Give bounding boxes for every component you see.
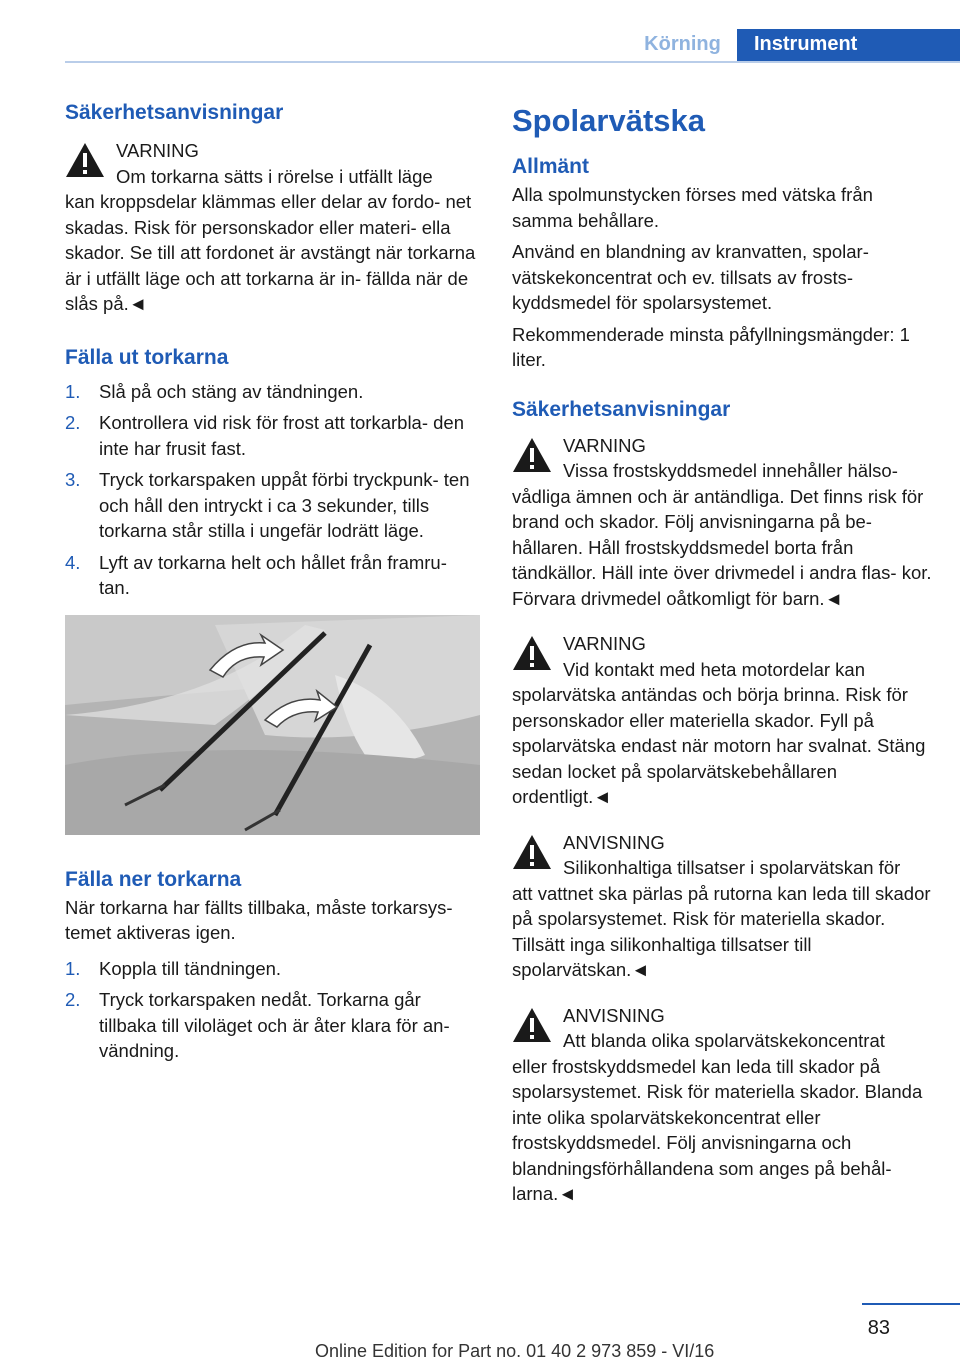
notice-first-line: Att blanda olika spolarvätskekoncentrat (563, 1030, 885, 1051)
step-number: 1. (65, 957, 81, 979)
warning-title: VARNING (563, 633, 646, 654)
warning-title: VARNING (116, 140, 199, 161)
list-item (65, 550, 480, 601)
general-heading: Allmänt (512, 155, 590, 178)
list-item (65, 467, 480, 544)
general-paragraph: Rekommenderade minsta påfyllningsmängder: 1 liter. (512, 323, 910, 370)
step-number: 2. (65, 412, 81, 433)
left-column (65, 100, 480, 1070)
warning-text: kan kroppsdelar klämmas eller delar av fordo‐ net skadas. Risk för personskador eller materi‐ ella skador. Se till att fordonet är avstängt när torkarna är i utfällt läge och att torkarna är in‐ fällda när de slås på.◄ (65, 191, 476, 314)
step-text: Koppla till tändningen. (99, 957, 282, 979)
notice-block (512, 1003, 932, 1207)
notice-text: eller frostskyddsmedel kan leda till skador på spolarsystemet. Risk för materiella skador. Blanda inte olika spolarvätskekoncentrat eller frostskyddsmedel. Följ anvisningarna och blandningsförhållandena som anges på behål‐ larna.◄ (512, 1055, 923, 1204)
notice-block (512, 830, 932, 983)
warning-block (512, 631, 932, 810)
notice-text: att vattnet ska pärlas på rutorna kan leda till skador på spolarsystemet. Risk för materiella skador. Tillsätt inga silikonhaltiga tillsatser till spolarvätskan.◄ (512, 882, 931, 980)
general-paragraph: Använd en blandning av kranvatten, spolar‐ vätskekoncentrat och ev. tillsats av frosts‐ kyddsmedel för spolarsystemet. (512, 241, 869, 313)
step-text: Tryck torkarspaken uppåt förbi tryckpunk‐ ten och håll den intryckt i ca 3 sekunder, tills torkarna står stilla i ungefär lodrätt läge. (99, 469, 470, 541)
notice-title: ANVISNING (563, 1004, 665, 1026)
notice-first-line: Silikonhaltiga tillsatser i spolarvätskan för (563, 857, 901, 878)
step-number: 4. (65, 551, 81, 573)
step-text: Kontrollera vid risk för frost att torkarbla‐ den inte har frusit fast. (99, 412, 465, 459)
warning-triangle-icon (65, 142, 105, 178)
warning-text: vådliga ämnen och är antändliga. Det finns risk för brand och skador. Följ anvisningarna på be‐ hållaren. Håll frostskyddsmedel borta från tändkällor. Häll inte över drivmedel i andra flas‐ kor. Förvara drivmedel oåtkomligt för barn.◄ (512, 485, 932, 609)
main-heading: Spolarvätska (512, 103, 705, 138)
header-divider (65, 61, 960, 63)
warning-block (512, 433, 932, 612)
page-header (0, 0, 960, 62)
list-item (65, 379, 480, 405)
wiper-illustration-graphic (65, 615, 480, 835)
warning-first-line: Vissa frostskyddsmedel innehåller hälso‐ (563, 460, 898, 481)
notice-title: ANVISNING (563, 831, 665, 853)
list-item (65, 956, 480, 982)
footer-divider (862, 1303, 960, 1305)
tab-instrument[interactable]: Instrument (737, 29, 960, 62)
wiper-illustration (65, 615, 480, 835)
safety-heading-left: Säkerhetsanvisningar (65, 101, 284, 124)
safety-heading-right: Säkerhetsanvisningar (512, 397, 731, 421)
warning-title: VARNING (563, 434, 646, 456)
fold-in-heading: Fälla ner torkarna (65, 867, 242, 891)
fold-out-steps (65, 379, 480, 601)
edition-footer: Online Edition for Part no. 01 40 2 973 859 - VI/16 (315, 1341, 715, 1361)
page-number: 83 (867, 1317, 890, 1339)
fold-in-intro: När torkarna har fällts tillbaka, måste torkarsys‐ temet aktiveras igen. (65, 896, 453, 943)
warning-block (65, 138, 480, 317)
warning-triangle-icon (512, 1007, 552, 1043)
general-paragraph: Alla spolmunstycken förses med vätska från samma behållare. (512, 184, 873, 231)
list-item (65, 410, 480, 461)
warning-triangle-icon (512, 834, 552, 870)
step-text: Lyft av torkarna helt och hållet från framru‐ tan. (99, 551, 447, 598)
list-item (65, 987, 480, 1064)
step-number: 3. (65, 469, 81, 490)
fold-in-steps (65, 956, 480, 1064)
step-number: 1. (65, 380, 81, 402)
fold-out-heading: Fälla ut torkarna (65, 345, 229, 369)
warning-triangle-icon (512, 635, 552, 671)
warning-first-line: Vid kontakt med heta motordelar kan (563, 658, 865, 680)
right-column (512, 100, 932, 1207)
warning-first-line: Om torkarna sätts i rörelse i utfällt läge (116, 165, 433, 187)
step-number: 2. (65, 989, 81, 1010)
step-text: Slå på och stäng av tändningen. (99, 380, 364, 402)
warning-triangle-icon (512, 437, 552, 473)
warning-text: spolarvätska antändas och börja brinna. Risk för personskador eller materiella skador. Fyll på spolarvätska endast när motorn har svalnat. Stäng sedan locket på spolarvätskebehållaren ordentligt.◄ (512, 684, 926, 807)
tab-korning[interactable]: Körning (644, 33, 721, 55)
step-text: Tryck torkarspaken nedåt. Torkarna går tillbaka till viloläget och är åter klara för an‐ vändning. (99, 989, 450, 1061)
